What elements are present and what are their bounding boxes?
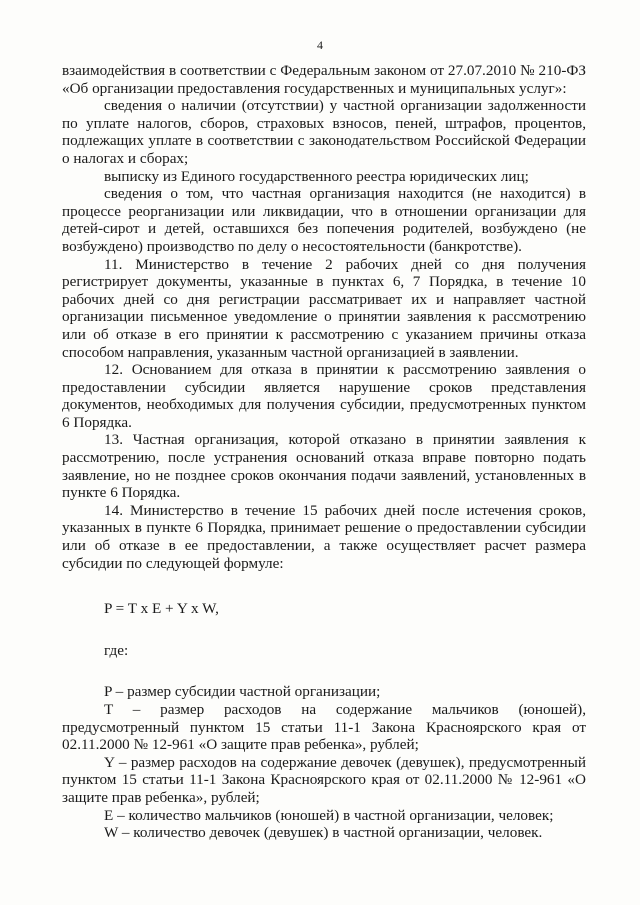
paragraph-reorganization: сведения о том, что частная организация находится (не находится) в процессе реорганизации или ликвидации, что в отношении организации для детей-сирот и детей, оставшихся без попечения родителей, возбуждено (не возбуждено) производство по делу о несостоятельности (банкротстве). (62, 185, 586, 255)
paragraph-continuation: взаимодействия в соответствии с Федеральным законом от 27.07.2010 № 210-ФЗ «Об организации предоставления государственных и муниципальных услуг»: (62, 62, 586, 97)
paragraph-egrul-extract: выписку из Единого государственного реестра юридических лиц; (104, 167, 529, 185)
definition-e: E – количество мальчиков (юношей) в частной организации, человек; (104, 806, 554, 824)
definition-p: P – размер субсидии частной организации; (104, 683, 381, 701)
paragraph-clause-14: 14. Министерство в течение 15 рабочих дней после истечения сроков, указанных в пункте 6 Порядка, принимает решение о предоставлении субсидии или об отказе в ее предоставлении, а также осуществляет расчет размера субсидии по следующей формуле: (62, 501, 586, 572)
definition-t: T – размер расходов на содержание мальчиков (юношей), предусмотренный пунктом 15 статьи 11-1 Закона Красноярского края от 02.11.2000 № 12-961 «О защите прав ребенка», рублей; (62, 701, 586, 754)
where-label: где: (104, 641, 129, 659)
definition-y: Y – размер расходов на содержание девочек (девушек), предусмотренный пунктом 15 статьи 11-1 Закона Красноярского края от 02.11.2000 № 12-961 «О защите прав ребенка», рублей; (62, 753, 586, 806)
page-number: 4 (317, 38, 323, 52)
paragraph-clause-12: 12. Основанием для отказа в принятии к рассмотрению заявления о предоставлении субсидии является нарушение сроков представления документов, необходимых для получения субсидии, предусмотренных пунктом 6 Порядка. (62, 361, 586, 431)
paragraph-tax-debt: сведения о наличии (отсутствии) у частной организации задолженности по уплате налогов, сборов, страховых взносов, пеней, штрафов, процентов, подлежащих уплате в соответствии с законодательством Российской Федерации о налогах и сборах; (62, 97, 586, 167)
paragraph-clause-13: 13. Частная организация, которой отказано в принятии заявления к рассмотрению, после устранения оснований отказа вправе повторно подать заявление, но не позднее сроков окончания подачи заявлений, установленных в пункте 6 Порядка. (62, 431, 586, 502)
paragraph-clause-11: 11. Министерство в течение 2 рабочих дней со дня получения регистрирует документы, указанные в пунктах 6, 7 Порядка, в течение 10 рабочих дней со дня регистрации рассматривает их и направляет частной организации письменное уведомление о принятии заявления к рассмотрению или об отказе в его принятии к рассмотрению с указанием причины отказа способом направления, указанным частной организацией в заявлении. (62, 255, 586, 361)
definition-w: W – количество девочек (девушек) в частной организации, человек. (104, 824, 543, 842)
document-body (62, 62, 586, 842)
subsidy-formula: P = T x E + Y x W, (104, 600, 219, 618)
